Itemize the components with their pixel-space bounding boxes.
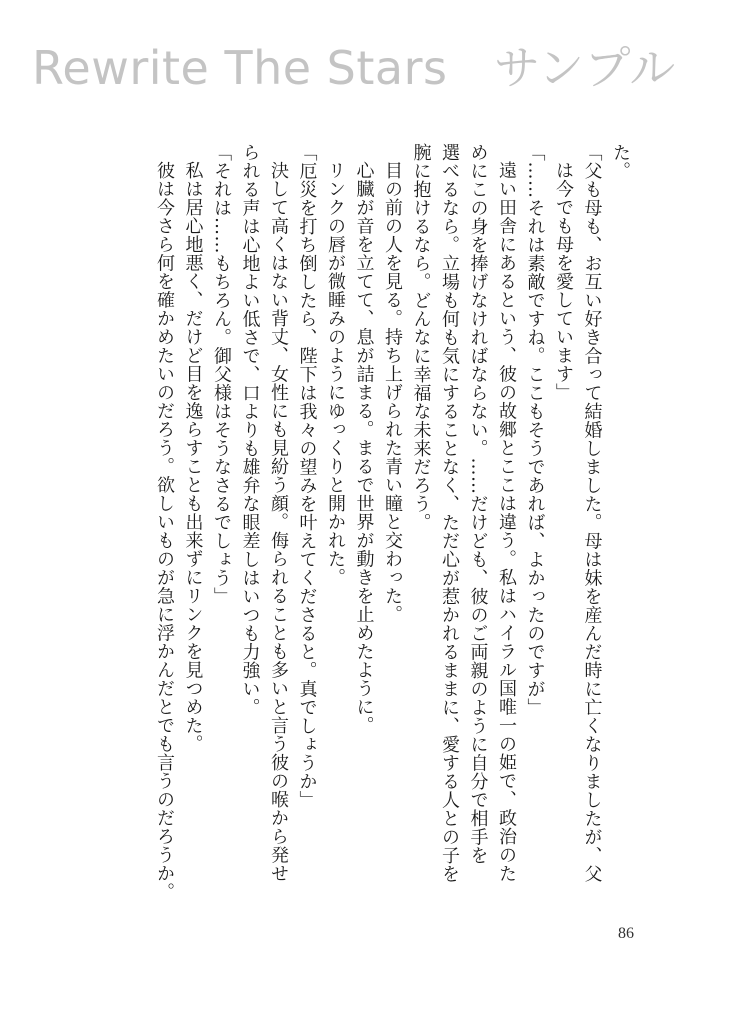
text-line: 「厄災を打ち倒したら、陛下は我々の望みを叶えてくださると。真でしょうか」 <box>296 143 318 809</box>
text-line: 心臓が音を立てて、息が詰まる。まるで世界が動きを止めたように。 <box>353 161 375 735</box>
text-line: 私は居心地悪く、だけど目を逸らすことも出来ずにリンクを見つめた。 <box>182 161 204 753</box>
text-line: 「……それは素敵ですね。ここもそうであれば、よかったのですが」 <box>524 143 546 717</box>
sample-watermark: Rewrite The Stars サンプル <box>32 41 676 95</box>
text-line: 目の前の人を見る。持ち上げられた青い瞳と交わった。 <box>382 161 403 624</box>
text-line: た。 <box>610 143 631 180</box>
text-line: られる声は心地よい低さで、口よりも雄弁な眼差しはいつも力強い。 <box>239 143 261 717</box>
text-line: 腕に抱けるなら。どんなに幸福な未来だろう。 <box>410 143 432 532</box>
text-line: めにこの身を捧げなければならない。……だけども、彼のご両親のように自分で相手を <box>467 143 489 865</box>
text-line: は今でも母を愛しています」 <box>553 161 574 402</box>
text-line: 彼は今さら何を確かめたいのだろう。欲しいものが急に浮かんだとでも言うのだろうか。 <box>154 161 175 901</box>
vertical-text-body <box>150 143 635 903</box>
page-number: 86 <box>618 925 634 942</box>
text-line: 「それは……もちろん。御父様はそうなさるでしょう」 <box>211 143 232 606</box>
text-line: 遠い田舎にあるという、彼の故郷とここは違う。私はハイラル国唯一の姫で、政治のた <box>496 161 517 883</box>
text-line: 決して高くはない背丈、女性にも見紛う顔。侮られることも多いと言う彼の喉から発せ <box>268 161 289 883</box>
text-line: 選べるなら。立場も何も気にすることなく、ただ心が惹かれるままに、愛する人との子を <box>439 143 460 883</box>
text-line: 「父も母も、お互い好き合って結婚しました。母は妹を産んだ時に亡くなりましたが、父 <box>581 143 603 883</box>
text-line: リンクの唇が微睡みのようにゆっくりと開かれた。 <box>325 161 346 587</box>
